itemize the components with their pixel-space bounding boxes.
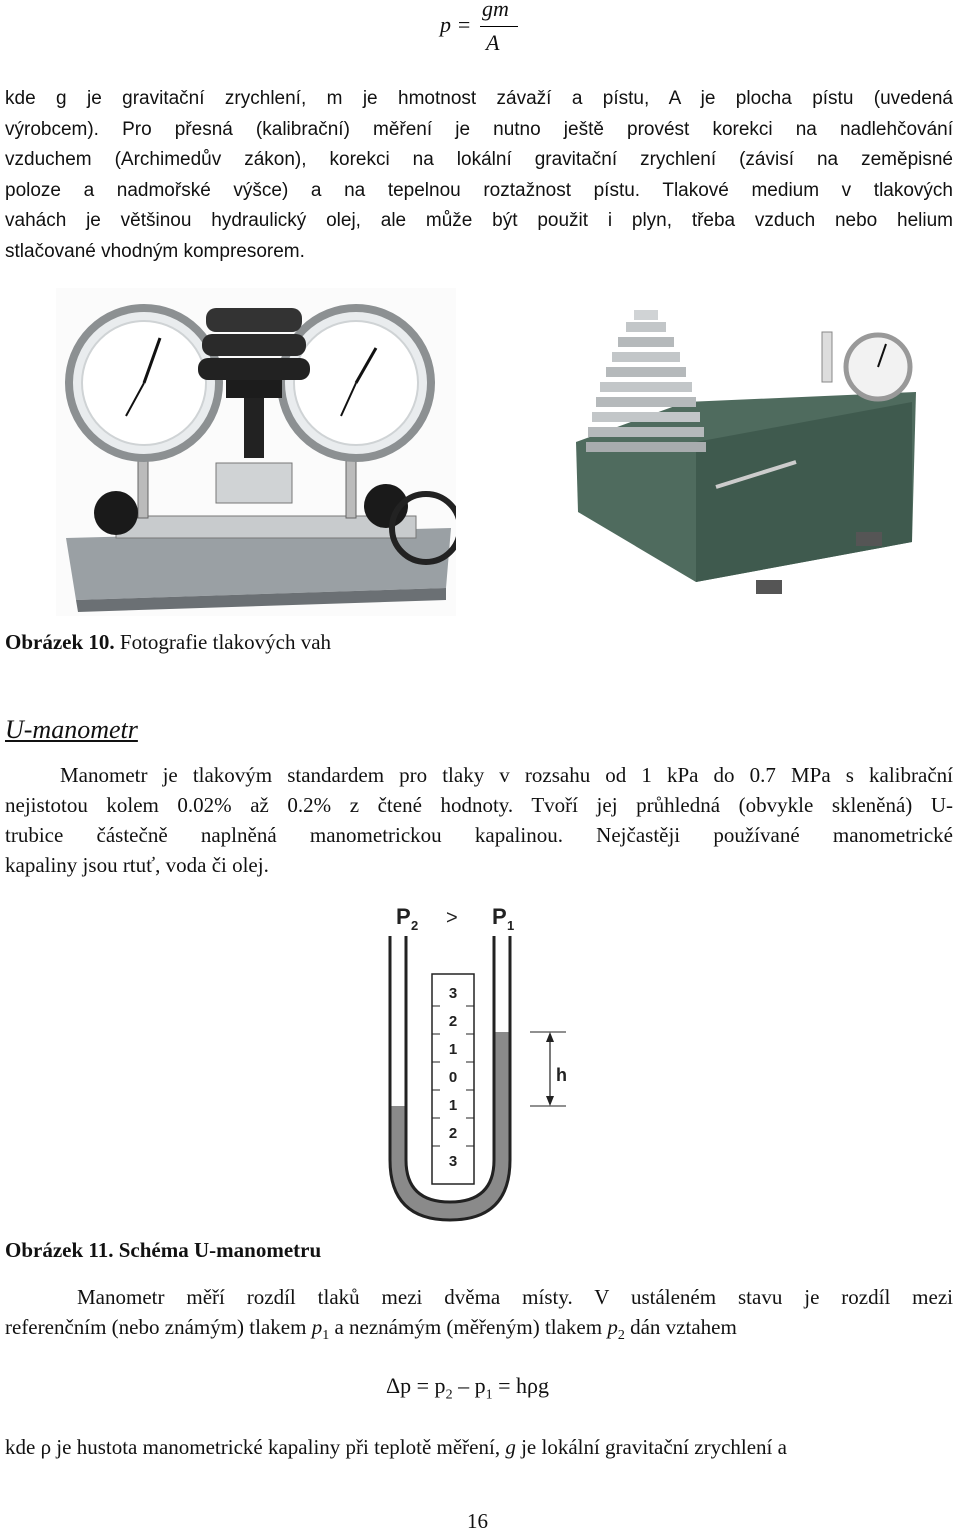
formula-delta-p [386,1373,549,1403]
u-manometer-diagram [370,898,580,1228]
symbol-p2: p [607,1315,618,1339]
formula-sub: 1 [485,1387,493,1403]
text-segment: kde ρ je hustota manometrické kapaliny při teplotě měření, [5,1435,506,1459]
figure-10-text: Fotografie tlakových vah [114,630,332,654]
figure-10-caption [5,630,331,655]
symbol-g: g [505,1435,516,1459]
text-line [5,1312,953,1351]
scale-label: 2 [448,1125,458,1142]
text-line: nejistotou kolem 0.02% až 0.2% z čtené hodnoty. Tvoří jej průhledná (obvykle skleněná) U- [5,793,953,817]
text-line: stlačované vhodným kompresorem. [5,240,305,262]
label-p1: P [492,904,507,929]
text-segment: referenčním (nebo známým) tlakem [5,1315,312,1339]
formula-denominator: A [486,30,500,55]
formula-pressure [440,0,540,62]
label-p1-sub: 1 [507,918,515,933]
label-greater-than: > [446,907,458,929]
text-segment: je lokální gravitační zrychlení a [515,1435,787,1459]
text-line: výrobcem). Pro přesná (kalibrační) měření je nutno ještě provést korekci na nadlehčování [5,118,953,140]
formula-part: – p [452,1373,486,1398]
scale-label: 3 [448,1153,458,1170]
text-line: vzduchem (Archimedův zákon), korekci na lokální gravitační zrychlení (závisí na zeměpisné [5,149,953,170]
figure-11-caption: Obrázek 11. Schéma U-manometru [5,1238,322,1262]
fraction-bar [480,26,518,27]
label-h: h [556,1065,567,1085]
scale-label: 1 [448,1097,458,1114]
paragraph-density [5,1432,953,1462]
page-number: 16 [467,1509,488,1533]
symbol-p1-sub: 1 [322,1328,330,1344]
formula-part: = hρg [492,1373,549,1398]
text-line: kde g je gravitační zrychlení, m je hmotnost závaží a pístu, A je plocha pístu (uvedená [5,88,953,109]
symbol-p2-sub: 2 [617,1328,625,1344]
text-line: Manometr měří rozdíl tlaků mezi dvěma místy. V ustáleném stavu je rozdíl mezi [77,1285,953,1309]
formula-sub: 2 [445,1387,453,1403]
text-line: vahách je většinou hydraulický olej, ale může být použit i plyn, třeba vzduch nebo helium [5,210,953,231]
paragraph-pressure-balance [5,84,953,267]
text-line: poloze a nadmořské výšce) a na tepelnou roztažnost pístu. Tlakové medium v tlakových [5,179,953,201]
formula-part: Δp = p [386,1373,446,1398]
label-p2: P [396,904,411,929]
text-segment: a neznámým (měřeným) tlakem [329,1315,608,1339]
text-segment: dán vztahem [624,1315,737,1339]
scale-label: 3 [448,985,458,1002]
formula-numerator: gm [482,0,509,21]
text-line: Manometr je tlakovým standardem pro tlaky v rozsahu od 1 kPa do 0.7 MPa s kalibrační [60,763,953,787]
text-line: trubice částečně naplněná manometrickou kapalinou. Nejčastěji používané manometrické [5,823,953,847]
scale-label: 0 [448,1069,458,1086]
scale-label: 2 [448,1013,458,1030]
symbol-p1: p [311,1315,323,1339]
figure-10-label: Obrázek 10. [5,630,115,654]
section-heading-u-manometer: U-manometr [5,715,138,744]
photo-pressure-balance-left [56,288,456,616]
paragraph-u-manometer [5,760,953,880]
paragraph-pressure-difference [5,1282,953,1351]
text-line: kapaliny jsou rtuť, voda či olej. [5,853,269,877]
label-p2-sub: 2 [411,918,419,933]
formula-lhs: p = [440,12,472,37]
photo-pressure-balance-right [556,292,920,604]
scale-label: 1 [448,1041,458,1058]
